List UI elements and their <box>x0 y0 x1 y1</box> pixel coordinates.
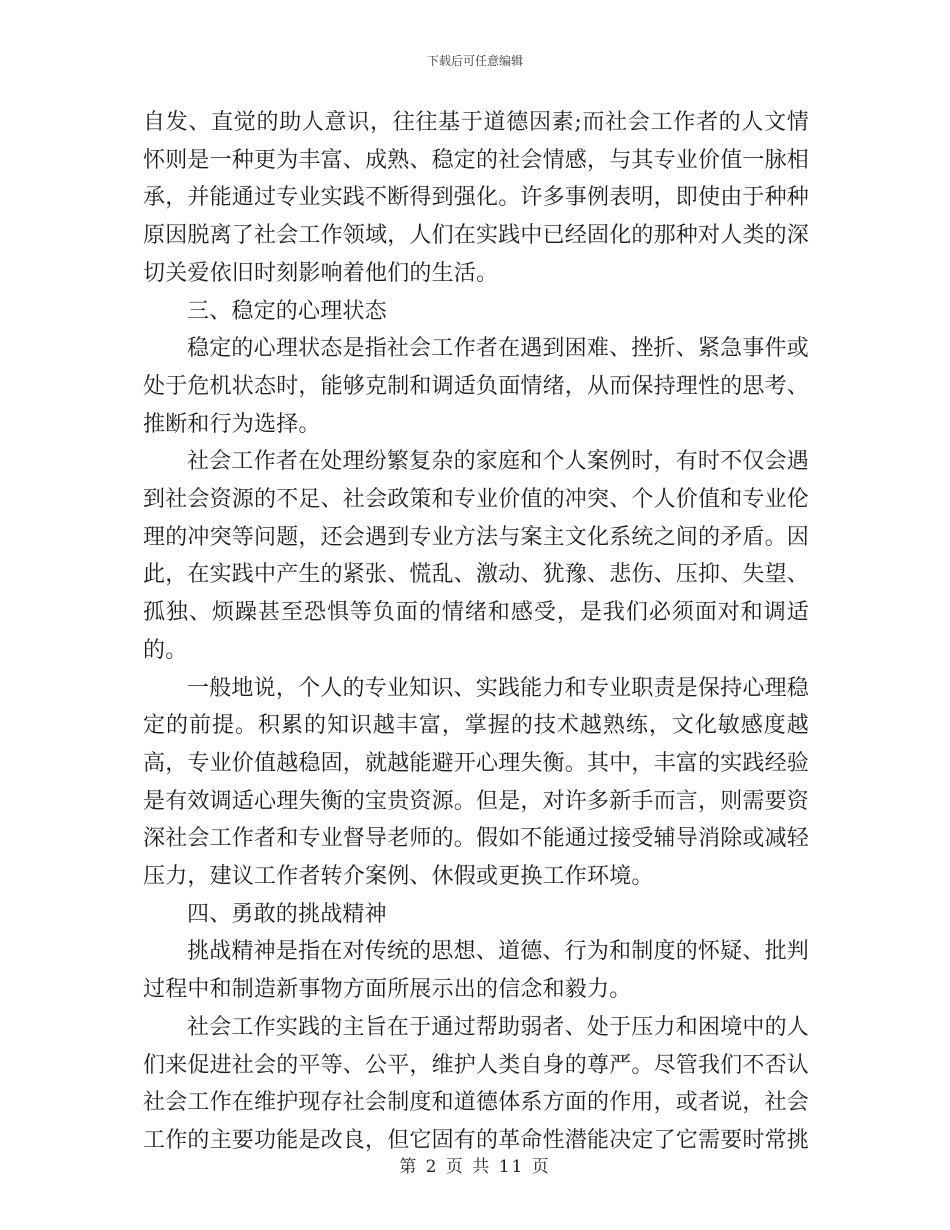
section-heading-challenge-spirit: 四、勇敢的挑战精神 <box>187 901 387 927</box>
section-heading-stable-mind: 三、稳定的心理状态 <box>187 298 387 324</box>
paragraph-practice-purpose: 社会工作实践的主旨在于通过帮助弱者、处于压力和困境中的人们来促进社会的平等、公平，维护人类自身的尊严。尽管我们不否认社会工作在维护现存社会制度和道德体系方面的作用，或者说，社会工作的主要功能是改良，但它固有的革命性潜能决定了它需要时常挑 <box>143 1014 810 1153</box>
page-header-note: 下载后可任意编辑 <box>426 54 523 68</box>
paragraph-definition-stability: 稳定的心理状态是指社会工作者在遇到困难、挫折、紧急事件或处于危机状态时，能够克制和调适负面情绪，从而保持理性的思考、推断和行为选择。 <box>143 336 810 437</box>
document-body <box>143 104 809 1160</box>
page-number-footer: 第 2 页 共 11 页 <box>399 1157 551 1177</box>
paragraph-continuation: 自发、直觉的助人意识，往往基于道德因素;而社会工作者的人文情怀则是一种更为丰富、成熟、稳定的社会情感，与其专业价值一脉相承，并能通过专业实践不断得到强化。许多事例表明，即使由于种种原因脱离了社会工作领域，人们在实践中已经固化的那种对人类的深切关爱依旧时刻影响着他们的生活。 <box>143 110 810 286</box>
paragraph-definition-challenge: 挑战精神是指在对传统的思想、道德、行为和制度的怀疑、批判过程中和制造新事物方面所展示出的信念和毅力。 <box>143 939 809 1003</box>
paragraph-stability-prerequisites: 一般地说，个人的专业知识、实践能力和专业职责是保持心理稳定的前提。积累的知识越丰富，掌握的技术越熟练，文化敏感度越高，专业价值越稳固，就越能避开心理失衡。其中，丰富的实践经验是有效调适心理失衡的宝贵资源。但是，对许多新手而言，则需要资深社会工作者和专业督导老师的。假如不能通过接受辅导消除或减轻压力，建议工作者转介案例、休假或更换工作环境。 <box>143 675 810 890</box>
paragraph-case-challenges: 社会工作者在处理纷繁复杂的家庭和个人案例时，有时不仅会遇到社会资源的不足、社会政策和专业价值的冲突、个人价值和专业伦理的冲突等问题，还会遇到专业方法与案主文化系统之间的矛盾。因此，在实践中产生的紧张、慌乱、激动、犹豫、悲伤、压抑、失望、孤独、烦躁甚至恐惧等负面的情绪和感受，是我们必须面对和调适的。 <box>143 449 810 663</box>
